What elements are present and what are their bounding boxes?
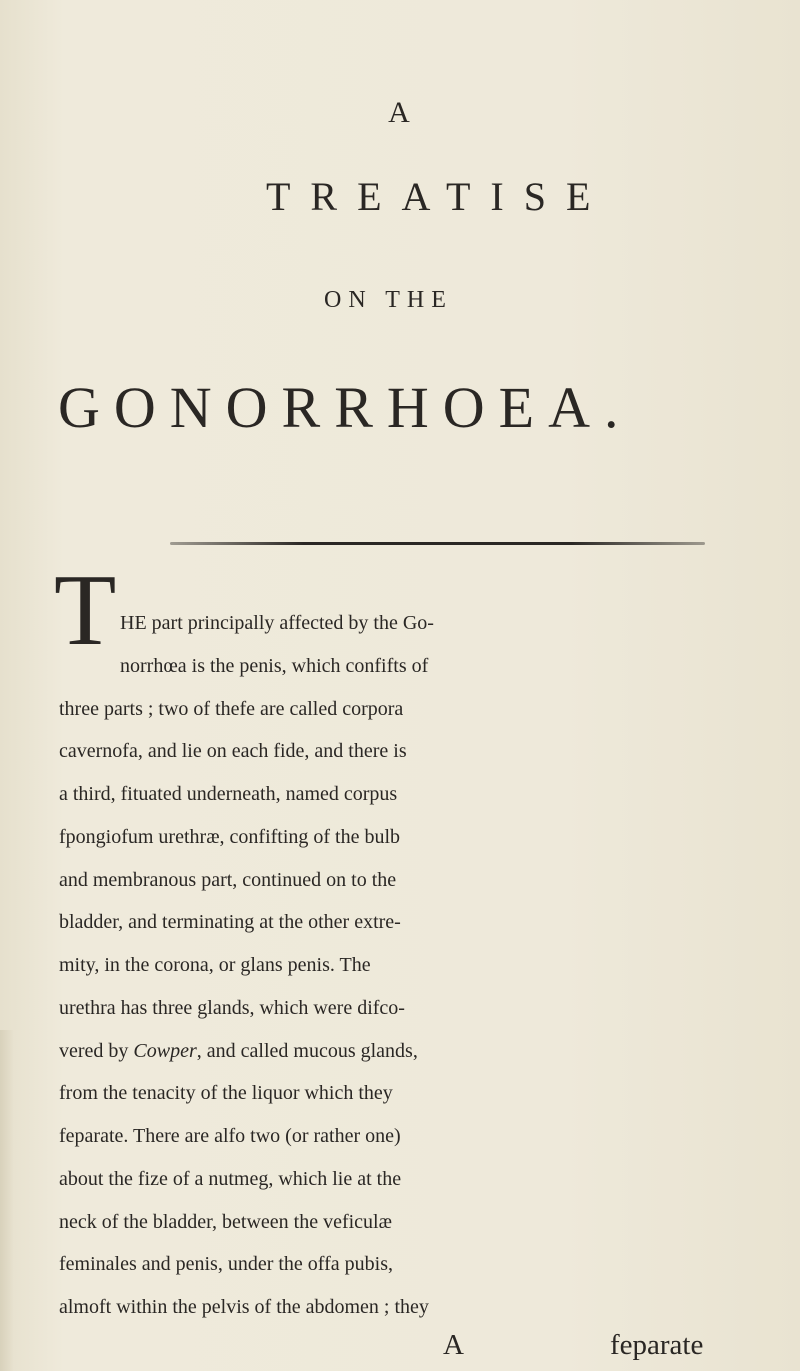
text-line: fpongiofum urethræ, confifting of the bulb — [59, 826, 401, 848]
title-treatise: TREATISE — [266, 174, 611, 219]
text-line: a third, fituated underneath, named corpus — [59, 783, 398, 805]
text-line: almoft within the pelvis of the abdomen ; they — [59, 1296, 429, 1318]
title-article: A — [388, 96, 412, 129]
text-line: HE part principally affected by the Go- — [120, 612, 434, 634]
text-line: mity, in the corona, or glans penis. The — [59, 954, 371, 976]
text-segment: vered by — [59, 1040, 129, 1062]
text-line: cavernofa, and lie on each fide, and there is — [59, 740, 407, 762]
text-line: neck of the bladder, between the veficulæ — [59, 1211, 392, 1233]
text-line: feparate. There are alfo two (or rather one) — [59, 1125, 401, 1147]
signature-mark: A — [443, 1329, 464, 1361]
title-on-the: ON THE — [324, 287, 453, 313]
drop-cap: T — [54, 554, 117, 667]
text-line: bladder, and terminating at the other extre- — [59, 911, 401, 933]
text-line — [59, 1034, 794, 1068]
author-name-cowper: Cowper — [133, 1040, 197, 1062]
text-line: norrhœa is the penis, which confifts of — [120, 655, 429, 677]
title-subject: GONORRHOEA. — [58, 375, 633, 440]
catchword: feparate — [610, 1329, 704, 1361]
page-gutter-shadow — [0, 1030, 14, 1371]
text-line: and membranous part, continued on to the — [59, 869, 397, 891]
text-segment: , and called mucous glands, — [196, 1040, 418, 1062]
text-line: about the fize of a nutmeg, which lie at the — [59, 1168, 402, 1190]
text-line: feminales and penis, under the offa pubis, — [59, 1253, 393, 1275]
text-line: from the tenacity of the liquor which they — [59, 1082, 393, 1104]
text-line: urethra has three glands, which were difco- — [59, 997, 405, 1019]
title-rule-divider — [170, 542, 705, 545]
text-line: three parts ; two of thefe are called corpora — [59, 698, 404, 720]
